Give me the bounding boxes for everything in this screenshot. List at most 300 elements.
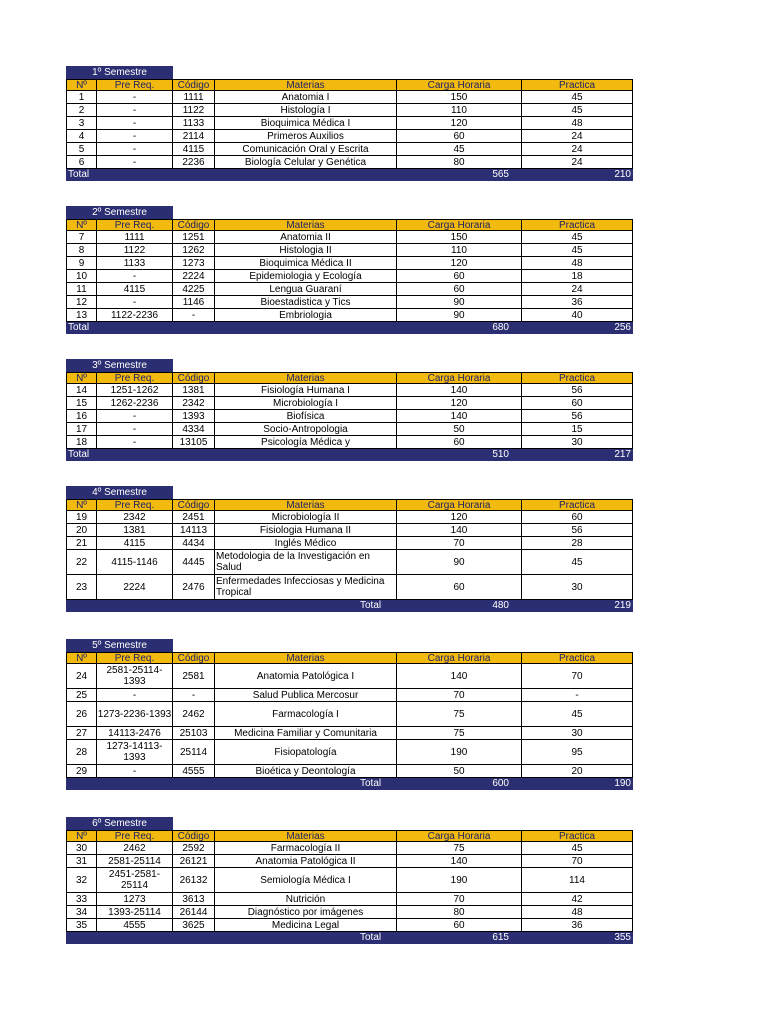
table-row [66, 575, 633, 600]
cell-materia: Fisiologia Humana II [214, 524, 396, 537]
cell-practica: 48 [521, 257, 633, 270]
cell-n: 24 [66, 664, 96, 689]
cell-prereq: - [96, 156, 172, 169]
cell-n: 22 [66, 550, 96, 575]
cell-materia: Fisiopatología [214, 740, 396, 765]
total-carga: 680 [492, 322, 509, 333]
total-practica: 217 [614, 449, 631, 460]
header-n: Nº [66, 372, 96, 384]
cell-carga: 120 [396, 397, 521, 410]
cell-codigo: 1262 [172, 244, 214, 257]
header-practica: Practica [521, 652, 633, 664]
cell-codigo: 4434 [172, 537, 214, 550]
header-materias: Materias [214, 499, 396, 511]
total-carga: 480 [492, 600, 509, 611]
cell-n: 6 [66, 156, 96, 169]
cell-prereq: 1251-1262 [96, 384, 172, 397]
total-practica: 210 [614, 169, 631, 180]
cell-prereq: - [96, 117, 172, 130]
cell-prereq: 2342 [96, 511, 172, 524]
cell-practica: 60 [521, 511, 633, 524]
cell-practica: 45 [521, 244, 633, 257]
cell-carga: 150 [396, 91, 521, 104]
cell-materia: Microbiología II [214, 511, 396, 524]
cell-codigo: 25103 [172, 727, 214, 740]
semester-title: 6º Semestre [66, 817, 173, 830]
cell-prereq: 2581-25114-1393 [96, 664, 172, 689]
cell-practica: 95 [521, 740, 633, 765]
total-label: Total [68, 449, 90, 460]
cell-n: 15 [66, 397, 96, 410]
cell-codigo: 2451 [172, 511, 214, 524]
cell-materia: Anatomia Patológica I [214, 664, 396, 689]
cell-practica: 36 [521, 296, 633, 309]
cell-n: 28 [66, 740, 96, 765]
cell-materia: Epidemiologia y Ecología [214, 270, 396, 283]
header-carga: Carga Horaria [396, 79, 521, 91]
cell-practica: 30 [521, 436, 633, 449]
cell-carga: 120 [396, 511, 521, 524]
cell-n: 20 [66, 524, 96, 537]
table-row [66, 309, 633, 322]
table-row [66, 689, 633, 702]
cell-carga: 140 [396, 855, 521, 868]
cell-n: 21 [66, 537, 96, 550]
cell-codigo: 14113 [172, 524, 214, 537]
cell-prereq: 1273-14113-1393 [96, 740, 172, 765]
header-materias: Materias [214, 372, 396, 384]
cell-codigo: 1381 [172, 384, 214, 397]
cell-n: 30 [66, 842, 96, 855]
cell-materia: Inglés Médico [214, 537, 396, 550]
cell-prereq: - [96, 296, 172, 309]
cell-materia: Microbiología I [214, 397, 396, 410]
cell-codigo: 4115 [172, 143, 214, 156]
table-row [66, 511, 633, 524]
cell-carga: 75 [396, 842, 521, 855]
cell-practica: 48 [521, 117, 633, 130]
semester-table [66, 817, 633, 944]
cell-materia: Histologia II [214, 244, 396, 257]
total-practica: 256 [614, 322, 631, 333]
cell-n: 26 [66, 702, 96, 727]
cell-n: 11 [66, 283, 96, 296]
cell-prereq: 1393-25114 [96, 906, 172, 919]
cell-practica: 70 [521, 664, 633, 689]
table-row [66, 868, 633, 893]
table-row [66, 397, 633, 410]
cell-materia: Lengua Guaraní [214, 283, 396, 296]
cell-carga: 70 [396, 893, 521, 906]
total-row [66, 169, 633, 181]
total-practica: 219 [614, 600, 631, 611]
cell-practica: 30 [521, 727, 633, 740]
cell-prereq: 1133 [96, 257, 172, 270]
total-label: Total [360, 778, 382, 789]
table-row [66, 664, 633, 689]
semester-table [66, 66, 633, 181]
cell-carga: 50 [396, 423, 521, 436]
cell-carga: 75 [396, 702, 521, 727]
table-row [66, 906, 633, 919]
header-prereq: Pre Req. [96, 652, 172, 664]
cell-prereq: - [96, 91, 172, 104]
table-row [66, 537, 633, 550]
cell-codigo: 3613 [172, 893, 214, 906]
cell-codigo: 26144 [172, 906, 214, 919]
header-codigo: Código [172, 830, 214, 842]
header-practica: Practica [521, 830, 633, 842]
cell-practica: 70 [521, 855, 633, 868]
cell-prereq: 2581-25114 [96, 855, 172, 868]
cell-carga: 140 [396, 524, 521, 537]
cell-codigo: 2581 [172, 664, 214, 689]
total-label: Total [360, 600, 382, 611]
header-practica: Practica [521, 219, 633, 231]
cell-prereq: 1122 [96, 244, 172, 257]
table-row [66, 740, 633, 765]
cell-codigo: - [172, 309, 214, 322]
table-header [66, 652, 633, 664]
table-row [66, 231, 633, 244]
cell-prereq: 4115-1146 [96, 550, 172, 575]
header-practica: Practica [521, 499, 633, 511]
cell-carga: 60 [396, 270, 521, 283]
table-row [66, 765, 633, 778]
cell-n: 19 [66, 511, 96, 524]
header-n: Nº [66, 499, 96, 511]
cell-carga: 110 [396, 104, 521, 117]
cell-prereq: - [96, 436, 172, 449]
table-row [66, 842, 633, 855]
cell-carga: 190 [396, 868, 521, 893]
header-carga: Carga Horaria [396, 499, 521, 511]
table-row [66, 257, 633, 270]
header-prereq: Pre Req. [96, 830, 172, 842]
cell-n: 10 [66, 270, 96, 283]
cell-practica: 56 [521, 524, 633, 537]
header-materias: Materias [214, 830, 396, 842]
table-row [66, 130, 633, 143]
cell-materia: Anatomia II [214, 231, 396, 244]
cell-practica: 48 [521, 906, 633, 919]
cell-n: 25 [66, 689, 96, 702]
semester-table [66, 359, 633, 461]
cell-carga: 75 [396, 727, 521, 740]
cell-practica: 56 [521, 410, 633, 423]
cell-codigo: 2462 [172, 702, 214, 727]
cell-carga: 120 [396, 117, 521, 130]
table-row [66, 91, 633, 104]
cell-practica: 114 [521, 868, 633, 893]
cell-n: 9 [66, 257, 96, 270]
table-row [66, 117, 633, 130]
semester-title: 1º Semestre [66, 66, 173, 79]
cell-prereq: - [96, 270, 172, 283]
cell-codigo: - [172, 689, 214, 702]
table-row [66, 410, 633, 423]
cell-prereq: 1273-2236-1393 [96, 702, 172, 727]
cell-carga: 140 [396, 664, 521, 689]
cell-practica: 42 [521, 893, 633, 906]
table-row [66, 550, 633, 575]
cell-codigo: 2236 [172, 156, 214, 169]
table-row [66, 919, 633, 932]
cell-n: 12 [66, 296, 96, 309]
header-materias: Materias [214, 219, 396, 231]
total-row [66, 449, 633, 461]
cell-practica: 45 [521, 702, 633, 727]
cell-n: 1 [66, 91, 96, 104]
cell-prereq: 1122-2236 [96, 309, 172, 322]
header-n: Nº [66, 830, 96, 842]
cell-prereq: 4555 [96, 919, 172, 932]
table-header [66, 219, 633, 231]
header-practica: Practica [521, 79, 633, 91]
cell-prereq: - [96, 104, 172, 117]
header-prereq: Pre Req. [96, 499, 172, 511]
cell-codigo: 2342 [172, 397, 214, 410]
cell-practica: 20 [521, 765, 633, 778]
cell-materia: Bioquimica Médica I [214, 117, 396, 130]
cell-practica: 15 [521, 423, 633, 436]
total-label: Total [68, 169, 90, 180]
cell-practica: 60 [521, 397, 633, 410]
cell-codigo: 1111 [172, 91, 214, 104]
cell-practica: 45 [521, 550, 633, 575]
cell-prereq: 1262-2236 [96, 397, 172, 410]
cell-n: 2 [66, 104, 96, 117]
cell-prereq: 1273 [96, 893, 172, 906]
total-practica: 355 [614, 932, 631, 943]
cell-practica: 56 [521, 384, 633, 397]
table-row [66, 296, 633, 309]
cell-n: 27 [66, 727, 96, 740]
table-row [66, 524, 633, 537]
header-codigo: Código [172, 219, 214, 231]
cell-n: 14 [66, 384, 96, 397]
cell-practica: 40 [521, 309, 633, 322]
cell-materia: Psicología Médica y [214, 436, 396, 449]
cell-carga: 60 [396, 130, 521, 143]
cell-carga: 60 [396, 283, 521, 296]
cell-prereq: - [96, 423, 172, 436]
header-codigo: Código [172, 652, 214, 664]
semester-title: 4º Semestre [66, 486, 173, 499]
cell-prereq: - [96, 130, 172, 143]
total-label: Total [68, 322, 90, 333]
table-row [66, 384, 633, 397]
total-row [66, 778, 633, 790]
cell-materia: Biofísica [214, 410, 396, 423]
cell-n: 7 [66, 231, 96, 244]
cell-prereq: 2224 [96, 575, 172, 600]
cell-n: 23 [66, 575, 96, 600]
cell-codigo: 2592 [172, 842, 214, 855]
cell-codigo: 26132 [172, 868, 214, 893]
table-row [66, 893, 633, 906]
cell-materia: Farmacología II [214, 842, 396, 855]
cell-codigo: 1393 [172, 410, 214, 423]
cell-practica: 28 [521, 537, 633, 550]
cell-n: 8 [66, 244, 96, 257]
header-codigo: Código [172, 499, 214, 511]
cell-n: 4 [66, 130, 96, 143]
header-practica: Practica [521, 372, 633, 384]
header-codigo: Código [172, 372, 214, 384]
table-header [66, 830, 633, 842]
table-row [66, 436, 633, 449]
cell-prereq: 1111 [96, 231, 172, 244]
cell-n: 17 [66, 423, 96, 436]
table-row [66, 727, 633, 740]
total-row [66, 600, 633, 612]
cell-materia: Fisiología Humana I [214, 384, 396, 397]
cell-prereq: - [96, 765, 172, 778]
semester-title: 3º Semestre [66, 359, 173, 372]
cell-carga: 90 [396, 296, 521, 309]
cell-practica: 30 [521, 575, 633, 600]
cell-materia: Medicina Legal [214, 919, 396, 932]
cell-materia: Medicina Familiar y Comunitaria [214, 727, 396, 740]
cell-carga: 90 [396, 309, 521, 322]
table-row [66, 283, 633, 296]
cell-n: 35 [66, 919, 96, 932]
cell-codigo: 4445 [172, 550, 214, 575]
cell-n: 13 [66, 309, 96, 322]
cell-prereq: - [96, 143, 172, 156]
cell-materia: Socio-Antropologia [214, 423, 396, 436]
semester-table [66, 206, 633, 334]
cell-materia: Anatomia Patológica II [214, 855, 396, 868]
total-carga: 510 [492, 449, 509, 460]
cell-codigo: 1273 [172, 257, 214, 270]
cell-codigo: 26121 [172, 855, 214, 868]
cell-materia: Diagnóstico por imágenes [214, 906, 396, 919]
cell-practica: 24 [521, 143, 633, 156]
cell-carga: 70 [396, 537, 521, 550]
cell-codigo: 2114 [172, 130, 214, 143]
table-header [66, 79, 633, 91]
cell-practica: 18 [521, 270, 633, 283]
header-carga: Carga Horaria [396, 219, 521, 231]
cell-carga: 50 [396, 765, 521, 778]
cell-codigo: 4555 [172, 765, 214, 778]
cell-practica: 45 [521, 231, 633, 244]
table-row [66, 156, 633, 169]
cell-carga: 45 [396, 143, 521, 156]
header-carga: Carga Horaria [396, 830, 521, 842]
cell-codigo: 2476 [172, 575, 214, 600]
cell-carga: 140 [396, 384, 521, 397]
header-prereq: Pre Req. [96, 219, 172, 231]
cell-materia: Histología I [214, 104, 396, 117]
cell-materia: Enfermedades Infecciosas y Medicina Tropical [214, 575, 396, 600]
table-row [66, 702, 633, 727]
total-carga: 615 [492, 932, 509, 943]
cell-carga: 70 [396, 689, 521, 702]
header-carga: Carga Horaria [396, 652, 521, 664]
cell-practica: 24 [521, 283, 633, 296]
table-header [66, 499, 633, 511]
semester-title: 5º Semestre [66, 639, 173, 652]
cell-codigo: 1122 [172, 104, 214, 117]
cell-carga: 60 [396, 575, 521, 600]
table-row [66, 244, 633, 257]
header-codigo: Código [172, 79, 214, 91]
cell-carga: 80 [396, 906, 521, 919]
semester-title: 2º Semestre [66, 206, 173, 219]
header-materias: Materias [214, 652, 396, 664]
cell-carga: 90 [396, 550, 521, 575]
cell-n: 16 [66, 410, 96, 423]
cell-practica: - [521, 689, 633, 702]
cell-codigo: 4334 [172, 423, 214, 436]
semester-table [66, 486, 633, 612]
cell-codigo: 25114 [172, 740, 214, 765]
cell-carga: 190 [396, 740, 521, 765]
header-n: Nº [66, 652, 96, 664]
total-practica: 190 [614, 778, 631, 789]
cell-practica: 24 [521, 130, 633, 143]
cell-n: 3 [66, 117, 96, 130]
cell-practica: 36 [521, 919, 633, 932]
cell-materia: Embriologia [214, 309, 396, 322]
cell-n: 33 [66, 893, 96, 906]
total-carga: 600 [492, 778, 509, 789]
header-carga: Carga Horaria [396, 372, 521, 384]
cell-carga: 60 [396, 436, 521, 449]
cell-prereq: 14113-2476 [96, 727, 172, 740]
header-prereq: Pre Req. [96, 79, 172, 91]
cell-n: 29 [66, 765, 96, 778]
cell-materia: Anatomia I [214, 91, 396, 104]
cell-carga: 60 [396, 919, 521, 932]
table-header [66, 372, 633, 384]
cell-prereq: - [96, 410, 172, 423]
cell-codigo: 13105 [172, 436, 214, 449]
cell-materia: Nutrición [214, 893, 396, 906]
cell-carga: 140 [396, 410, 521, 423]
total-row [66, 322, 633, 334]
header-materias: Materias [214, 79, 396, 91]
cell-prereq: - [96, 689, 172, 702]
cell-codigo: 4225 [172, 283, 214, 296]
cell-carga: 150 [396, 231, 521, 244]
cell-prereq: 2462 [96, 842, 172, 855]
cell-practica: 45 [521, 104, 633, 117]
cell-n: 18 [66, 436, 96, 449]
cell-codigo: 1146 [172, 296, 214, 309]
cell-materia: Comunicación Oral y Escrita [214, 143, 396, 156]
cell-carga: 110 [396, 244, 521, 257]
header-n: Nº [66, 79, 96, 91]
cell-materia: Primeros Auxilios [214, 130, 396, 143]
header-n: Nº [66, 219, 96, 231]
table-row [66, 270, 633, 283]
table-row [66, 143, 633, 156]
cell-materia: Bioquimica Médica II [214, 257, 396, 270]
cell-prereq: 4115 [96, 537, 172, 550]
cell-prereq: 2451-2581-25114 [96, 868, 172, 893]
table-row [66, 855, 633, 868]
total-label: Total [360, 932, 382, 943]
cell-n: 34 [66, 906, 96, 919]
cell-prereq: 4115 [96, 283, 172, 296]
cell-materia: Semiología Médica I [214, 868, 396, 893]
cell-materia: Bioestadistica y Tics [214, 296, 396, 309]
cell-practica: 24 [521, 156, 633, 169]
